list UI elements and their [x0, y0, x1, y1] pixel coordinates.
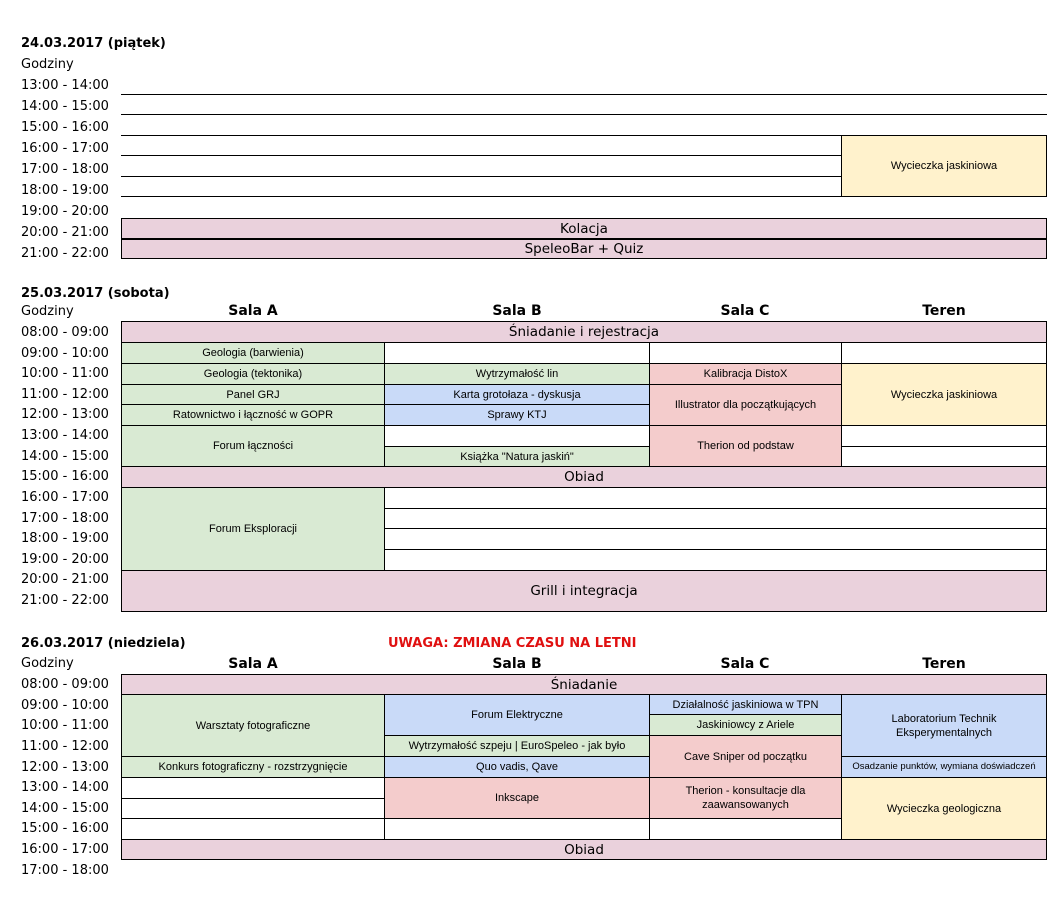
row-divider	[121, 176, 841, 177]
room-header-sala-b: Sala B	[492, 656, 542, 672]
slot-label: 15:00 - 16:00	[21, 821, 109, 836]
event-obiad: Obiad	[121, 466, 1047, 488]
row-divider	[121, 114, 1047, 115]
event-cave-sniper: Cave Sniper od początku	[649, 735, 842, 778]
event-obiad: Obiad	[121, 839, 1047, 860]
event-geologia-tektonika: Geologia (tektonika)	[121, 363, 385, 385]
slot-label: 13:00 - 14:00	[21, 428, 109, 443]
slot-label: 11:00 - 12:00	[21, 739, 109, 754]
slot-label: 08:00 - 09:00	[21, 325, 109, 340]
event-forum-lacznosci: Forum łączności	[121, 425, 385, 467]
event-jaskiniowcy-ariele: Jaskiniowcy z Ariele	[649, 714, 842, 736]
slot-label: 09:00 - 10:00	[21, 698, 109, 713]
event-karta-grotolaza: Karta grotołaza - dyskusja	[384, 384, 650, 405]
event-warsztaty-foto: Warsztaty fotograficzne	[121, 694, 385, 757]
slot-label: 12:00 - 13:00	[21, 407, 109, 422]
event-speleobar: SpeleoBar + Quiz	[121, 239, 1047, 259]
room-header-sala-c: Sala C	[720, 656, 770, 672]
slot-label: 18:00 - 19:00	[21, 531, 109, 546]
empty-slot	[649, 818, 842, 840]
empty-slot	[384, 508, 1047, 529]
slot-label: 15:00 - 16:00	[21, 469, 109, 484]
slot-label: 20:00 - 21:00	[21, 572, 109, 587]
hours-header: Godziny	[21, 304, 74, 319]
slot-label: 10:00 - 11:00	[21, 718, 109, 733]
slot-label: 11:00 - 12:00	[21, 387, 109, 402]
event-kalibracja-distox: Kalibracja DistoX	[649, 363, 842, 385]
slot-label: 09:00 - 10:00	[21, 346, 109, 361]
empty-slot	[649, 342, 842, 364]
row-divider	[121, 196, 841, 197]
row-divider	[121, 94, 1047, 95]
event-sprawy-ktj: Sprawy KTJ	[384, 404, 650, 426]
row-divider	[121, 155, 841, 156]
empty-slot	[384, 425, 650, 447]
slot-label: 17:00 - 18:00	[21, 511, 109, 526]
event-forum-eksploracji: Forum Eksploracji	[121, 487, 385, 571]
event-dzialalnosc-tpn: Działalność jaskiniowa w TPN	[649, 694, 842, 715]
event-geologia-barwienia: Geologia (barwienia)	[121, 342, 385, 364]
event-sniadanie-rejestracja: Śniadanie i rejestracja	[121, 321, 1047, 343]
event-wytrzymalosc-szpeju: Wytrzymałość szpeju | EuroSpeleo - jak było	[384, 735, 650, 757]
event-illustrator: Illustrator dla początkujących	[649, 384, 842, 426]
day-title-sunday: 26.03.2017 (niedziela)	[21, 636, 186, 651]
room-header-sala-b: Sala B	[492, 303, 542, 319]
slot-label: 12:00 - 13:00	[21, 760, 109, 775]
slot-label: 19:00 - 20:00	[21, 204, 109, 219]
event-forum-elektryczne: Forum Elektryczne	[384, 694, 650, 736]
slot-label: 18:00 - 19:00	[21, 183, 109, 198]
slot-label: 17:00 - 18:00	[21, 162, 109, 177]
slot-label: 21:00 - 22:00	[21, 246, 109, 261]
slot-label: 14:00 - 15:00	[21, 99, 109, 114]
room-header-sala-a: Sala A	[228, 656, 278, 672]
event-ratownictwo: Ratownictwo i łączność w GOPR	[121, 404, 385, 426]
empty-slot	[384, 342, 650, 364]
slot-label: 21:00 - 22:00	[21, 593, 109, 608]
room-header-sala-a: Sala A	[228, 303, 278, 319]
empty-slot	[384, 549, 1047, 571]
slot-label: 19:00 - 20:00	[21, 552, 109, 567]
slot-label: 16:00 - 17:00	[21, 490, 109, 505]
event-sniadanie: Śniadanie	[121, 674, 1047, 695]
event-osadzanie: Osadzanie punktów, wymiana doświadczeń	[841, 756, 1047, 778]
hours-header: Godziny	[21, 57, 74, 72]
slot-label: 08:00 - 09:00	[21, 677, 109, 692]
event-grill: Grill i integracja	[121, 570, 1047, 612]
event-laboratorium: Laboratorium Technik Eksperymentalnych	[841, 694, 1047, 757]
slot-label: 14:00 - 15:00	[21, 801, 109, 816]
empty-slot	[121, 818, 385, 840]
room-header-sala-c: Sala C	[720, 303, 770, 319]
event-wycieczka-jaskiniowa: Wycieczka jaskiniowa	[841, 135, 1047, 197]
empty-slot	[841, 342, 1047, 364]
slot-label: 14:00 - 15:00	[21, 449, 109, 464]
room-header-teren: Teren	[922, 303, 966, 319]
room-header-teren: Teren	[922, 656, 966, 672]
slot-label: 16:00 - 17:00	[21, 842, 109, 857]
slot-label: 13:00 - 14:00	[21, 78, 109, 93]
time-change-warning: UWAGA: ZMIANA CZASU NA LETNI	[388, 636, 637, 651]
empty-slot	[384, 818, 650, 840]
event-therion-konsultacje: Therion - konsultacje dla zaawansowanych	[649, 777, 842, 819]
empty-slot	[121, 798, 385, 819]
slot-label: 13:00 - 14:00	[21, 780, 109, 795]
event-kolacja: Kolacja	[121, 218, 1047, 239]
event-konkurs-foto: Konkurs fotograficzny - rozstrzygnięcie	[121, 756, 385, 778]
event-wycieczka-geologiczna: Wycieczka geologiczna	[841, 777, 1047, 840]
empty-slot	[121, 777, 385, 799]
event-quo-vadis: Quo vadis, Qave	[384, 756, 650, 778]
day-title-friday: 24.03.2017 (piątek)	[21, 36, 166, 51]
day-title-saturday: 25.03.2017 (sobota)	[21, 286, 170, 301]
event-wytrzymalosc-lin: Wytrzymałość lin	[384, 363, 650, 385]
slot-label: 20:00 - 21:00	[21, 225, 109, 240]
empty-slot	[384, 528, 1047, 550]
slot-label: 17:00 - 18:00	[21, 863, 109, 878]
event-panel-grj: Panel GRJ	[121, 384, 385, 405]
slot-label: 15:00 - 16:00	[21, 120, 109, 135]
event-therion-od-podstaw: Therion od podstaw	[649, 425, 842, 467]
event-wycieczka-jaskiniowa: Wycieczka jaskiniowa	[841, 363, 1047, 426]
event-inkscape: Inkscape	[384, 777, 650, 819]
hours-header: Godziny	[21, 656, 74, 671]
event-ksiazka: Książka "Natura jaskiń"	[384, 446, 650, 467]
slot-label: 16:00 - 17:00	[21, 141, 109, 156]
empty-slot	[841, 446, 1047, 467]
empty-slot	[841, 425, 1047, 447]
slot-label: 10:00 - 11:00	[21, 366, 109, 381]
empty-slot	[384, 487, 1047, 509]
